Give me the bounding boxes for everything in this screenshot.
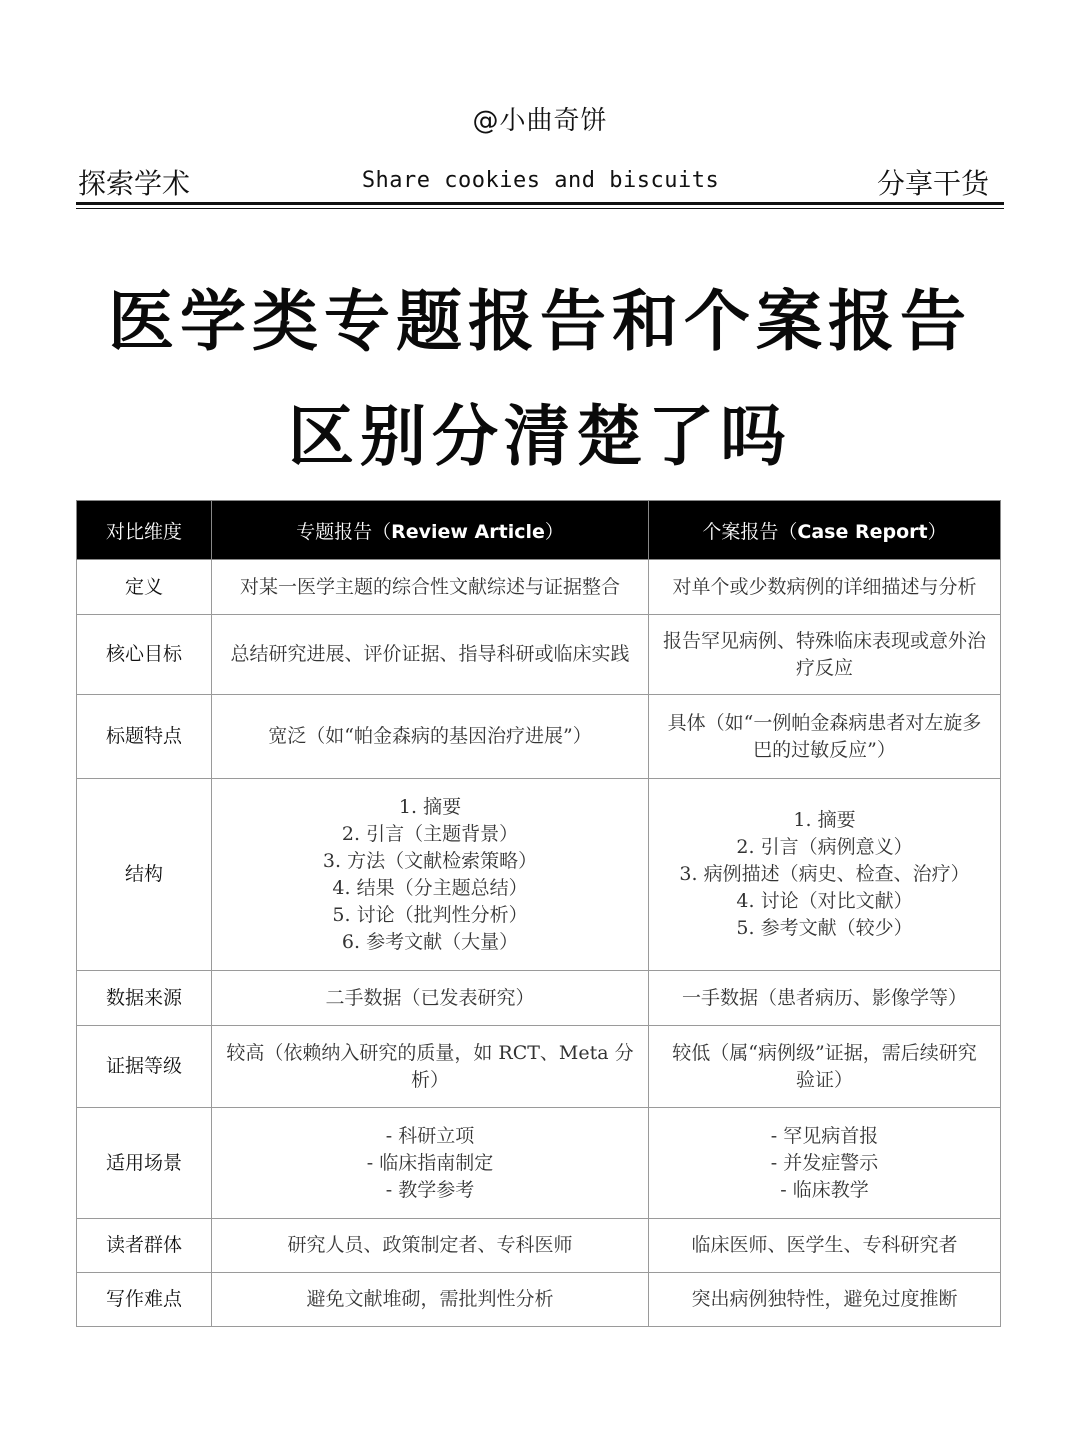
row-review-cell: 研究人员、政策制定者、专科医师 <box>212 1219 649 1273</box>
row-dimension: 结构 <box>77 779 212 971</box>
table-row <box>77 695 1001 779</box>
list-item: 4. 结果（分主题总结） <box>332 876 528 899</box>
row-review-cell <box>212 779 649 971</box>
list-item: 6. 参考文献（大量） <box>341 930 519 953</box>
list-item: 2. 引言（主题背景） <box>341 822 519 845</box>
header-center-text: Share cookies and biscuits <box>361 168 720 193</box>
row-dimension: 写作难点 <box>77 1273 212 1327</box>
row-review-cell: 避免文献堆砌，需批判性分析 <box>212 1273 649 1327</box>
table-row <box>77 1026 1001 1108</box>
list-item: 5. 参考文献（较少） <box>736 917 913 939</box>
list-item: - 罕见病首报 <box>770 1124 879 1147</box>
row-dimension: 证据等级 <box>77 1026 212 1108</box>
row-dimension: 核心目标 <box>77 615 212 695</box>
list-item: 1. 摘要 <box>793 809 856 831</box>
header-case <box>649 501 1001 560</box>
row-dimension: 适用场景 <box>77 1108 212 1219</box>
table-row <box>77 971 1001 1026</box>
table-header-row <box>77 501 1001 560</box>
list-item: 3. 方法（文献检索策略） <box>322 849 538 872</box>
row-case-cell: 报告罕见病例、特殊临床表现或意外治疗反应 <box>649 615 1001 695</box>
list-item: - 教学参考 <box>385 1178 475 1201</box>
list-item: 5. 讨论（批判性分析） <box>332 903 528 926</box>
table-row <box>77 779 1001 971</box>
row-dimension: 数据来源 <box>77 971 212 1026</box>
row-review-cell <box>212 1108 649 1219</box>
header-rule-thin <box>76 208 1004 209</box>
row-review-cell: 总结研究进展、评价证据、指导科研或临床实践 <box>212 615 649 695</box>
list-item: 3. 病例描述（病史、检查、治疗） <box>679 863 970 885</box>
row-case-cell: 临床医师、医学生、专科研究者 <box>649 1219 1001 1273</box>
row-case-cell: 具体（如“一例帕金森病患者对左旋多巴的过敏反应”） <box>649 695 1001 779</box>
header-dimension: 对比维度 <box>77 501 212 560</box>
row-dimension: 定义 <box>77 560 212 615</box>
row-case-cell <box>649 1108 1001 1219</box>
row-dimension: 读者群体 <box>77 1219 212 1273</box>
row-review-cell: 宽泛（如“帕金森病的基因治疗进展”） <box>212 695 649 779</box>
row-review-cell: 对某一医学主题的综合性文献综述与证据整合 <box>212 560 649 615</box>
table-row <box>77 615 1001 695</box>
header-rule-thick <box>76 202 1004 205</box>
header-case-en: Case Report <box>797 520 928 543</box>
row-review-cell: 较高（依赖纳入研究的质量，如 RCT、Meta 分析） <box>212 1026 649 1108</box>
title-line-2: 区别分清楚了吗 <box>288 397 792 475</box>
header-right-text: 分享干货 <box>876 167 989 200</box>
header-review <box>212 501 649 560</box>
header-case-suffix: ） <box>927 520 947 543</box>
row-review-cell: 二手数据（已发表研究） <box>212 971 649 1026</box>
header-left-text: 探索学术 <box>78 167 191 200</box>
header-review-en: Review Article <box>391 520 545 543</box>
row-case-cell: 突出病例独特性，避免过度推断 <box>649 1273 1001 1327</box>
comparison-table <box>76 500 1001 1327</box>
list-item: 1. 摘要 <box>398 795 462 818</box>
title-line-1: 医学类专题报告和个案报告 <box>108 282 972 360</box>
list-item: 4. 讨论（对比文献） <box>736 890 913 912</box>
list-item: - 科研立项 <box>385 1124 475 1147</box>
table-row <box>77 1219 1001 1273</box>
header-review-prefix: 专题报告（ <box>296 520 392 543</box>
table-row <box>77 560 1001 615</box>
header-case-prefix: 个案报告（ <box>702 520 798 543</box>
list-item: 2. 引言（病例意义） <box>736 836 913 858</box>
author-handle: @小曲奇饼 <box>472 106 608 136</box>
row-dimension: 标题特点 <box>77 695 212 779</box>
list-item: - 并发症警示 <box>770 1151 879 1174</box>
list-item: - 临床教学 <box>780 1178 869 1201</box>
header-bar <box>78 162 1003 202</box>
table-row <box>77 1273 1001 1327</box>
row-case-cell: 对单个或少数病例的详细描述与分析 <box>649 560 1001 615</box>
row-case-cell <box>649 779 1001 971</box>
row-case-cell: 一手数据（患者病历、影像学等） <box>649 971 1001 1026</box>
list-item: - 临床指南制定 <box>366 1151 494 1174</box>
table-row <box>77 1108 1001 1219</box>
row-case-cell: 较低（属“病例级”证据，需后续研究验证） <box>649 1026 1001 1108</box>
header-review-suffix: ） <box>544 520 564 543</box>
